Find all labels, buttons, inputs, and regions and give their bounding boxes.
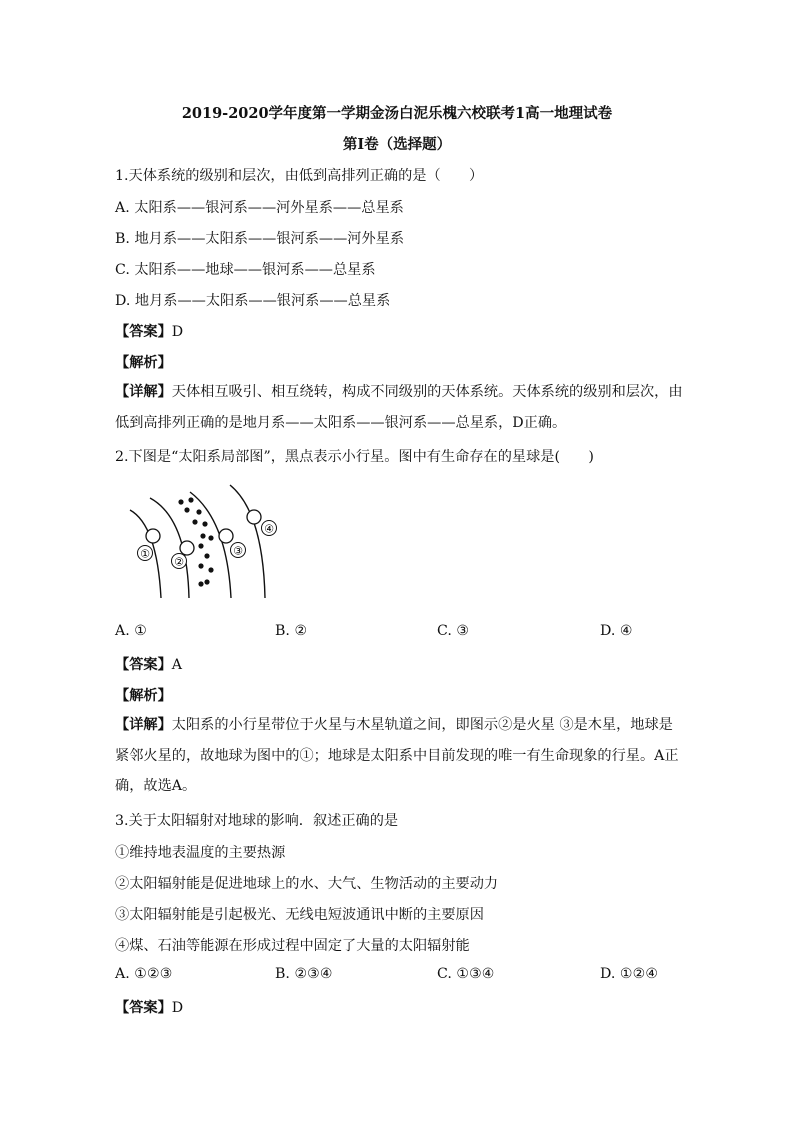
- answer-value: D: [171, 324, 184, 340]
- question-1-option-a: A. 太阳系——银河系——河外星系——总星系: [115, 200, 404, 216]
- question-2-option-c: C. ③: [437, 623, 470, 639]
- question-3-statement-3: ③太阳辐射能是引起极光、无线电短波通讯中断的主要原因: [115, 907, 484, 923]
- section-title: 第Ⅰ卷（选择题）: [342, 136, 452, 153]
- question-2-option-b: B. ②: [275, 623, 308, 639]
- question-1-option-b: B. 地月系——太阳系——银河系——河外星系: [115, 231, 405, 247]
- page-title: 2019-2020学年度第一学期金汤白泥乐槐六校联考1高一地理试卷: [181, 105, 613, 122]
- figure-label-4: ④: [264, 522, 274, 536]
- question-2-answer: 【答案】A: [115, 657, 183, 673]
- planet-4: [247, 510, 261, 524]
- question-3-statement-4: ④煤、石油等能源在形成过程中固定了大量的太阳辐射能: [115, 938, 470, 954]
- question-2-option-a: A. ①: [115, 623, 147, 639]
- question-1-option-d: D. 地月系——太阳系——银河系——总星系: [115, 293, 391, 309]
- question-2-stem: 2.下图是“太阳系局部图”，黑点表示小行星。图中有生命存在的星球是( ): [115, 449, 594, 465]
- solar-system-partial-diagram: [115, 480, 295, 600]
- orbit-4: [230, 485, 265, 598]
- question-3-option-c: C. ①③④: [437, 966, 495, 982]
- question-1-answer: [115, 321, 183, 341]
- question-3-option-a: A. ①②③: [115, 966, 173, 982]
- question-1-analysis-tag: 【解析】: [115, 355, 172, 371]
- figure-label-1: ①: [140, 547, 150, 561]
- question-2-analysis-tag: 【解析】: [115, 688, 172, 704]
- question-3-stem: 3.关于太阳辐射对地球的影响．叙述正确的是: [115, 813, 399, 829]
- planet-3: [219, 529, 233, 543]
- question-3-option-b: B. ②③④: [275, 966, 333, 982]
- question-2-option-d: D. ④: [600, 623, 633, 639]
- planet-2: [180, 541, 194, 555]
- question-1-option-c: C. 太阳系——地球——银河系——总星系: [115, 262, 376, 278]
- orbit-3: [190, 492, 231, 598]
- question-1-detail: 【详解】天体相互吸引、相互绕转，构成不同级别的天体系统。天体系统的级别和层次，由低到高排列正确的是地月系——太阳系——银河系——总星系，D正确。: [115, 384, 683, 431]
- answer-tag: 【答案】: [115, 324, 172, 340]
- question-3-option-d: D. ①②④: [600, 966, 659, 982]
- question-2-detail: 【详解】太阳系的小行星带位于火星与木星轨道之间，即图示②是火星 ③是木星，地球是紧邻火星的，故地球为图中的①；地球是太阳系中目前发现的唯一有生命现象的行星。A正确，故选A。: [115, 717, 679, 794]
- question-1-stem: 1.天体系统的级别和层次，由低到高排列正确的是（ ）: [115, 168, 484, 184]
- figure-label-3: ③: [233, 544, 243, 558]
- planet-1: [146, 529, 160, 543]
- question-3-statement-1: ①维持地表温度的主要热源: [115, 845, 286, 861]
- question-3-answer: 【答案】D: [115, 1000, 184, 1016]
- question-3-statement-2: ②太阳辐射能是促进地球上的水、大气、生物活动的主要动力: [115, 876, 499, 892]
- figure-label-2: ②: [174, 555, 184, 569]
